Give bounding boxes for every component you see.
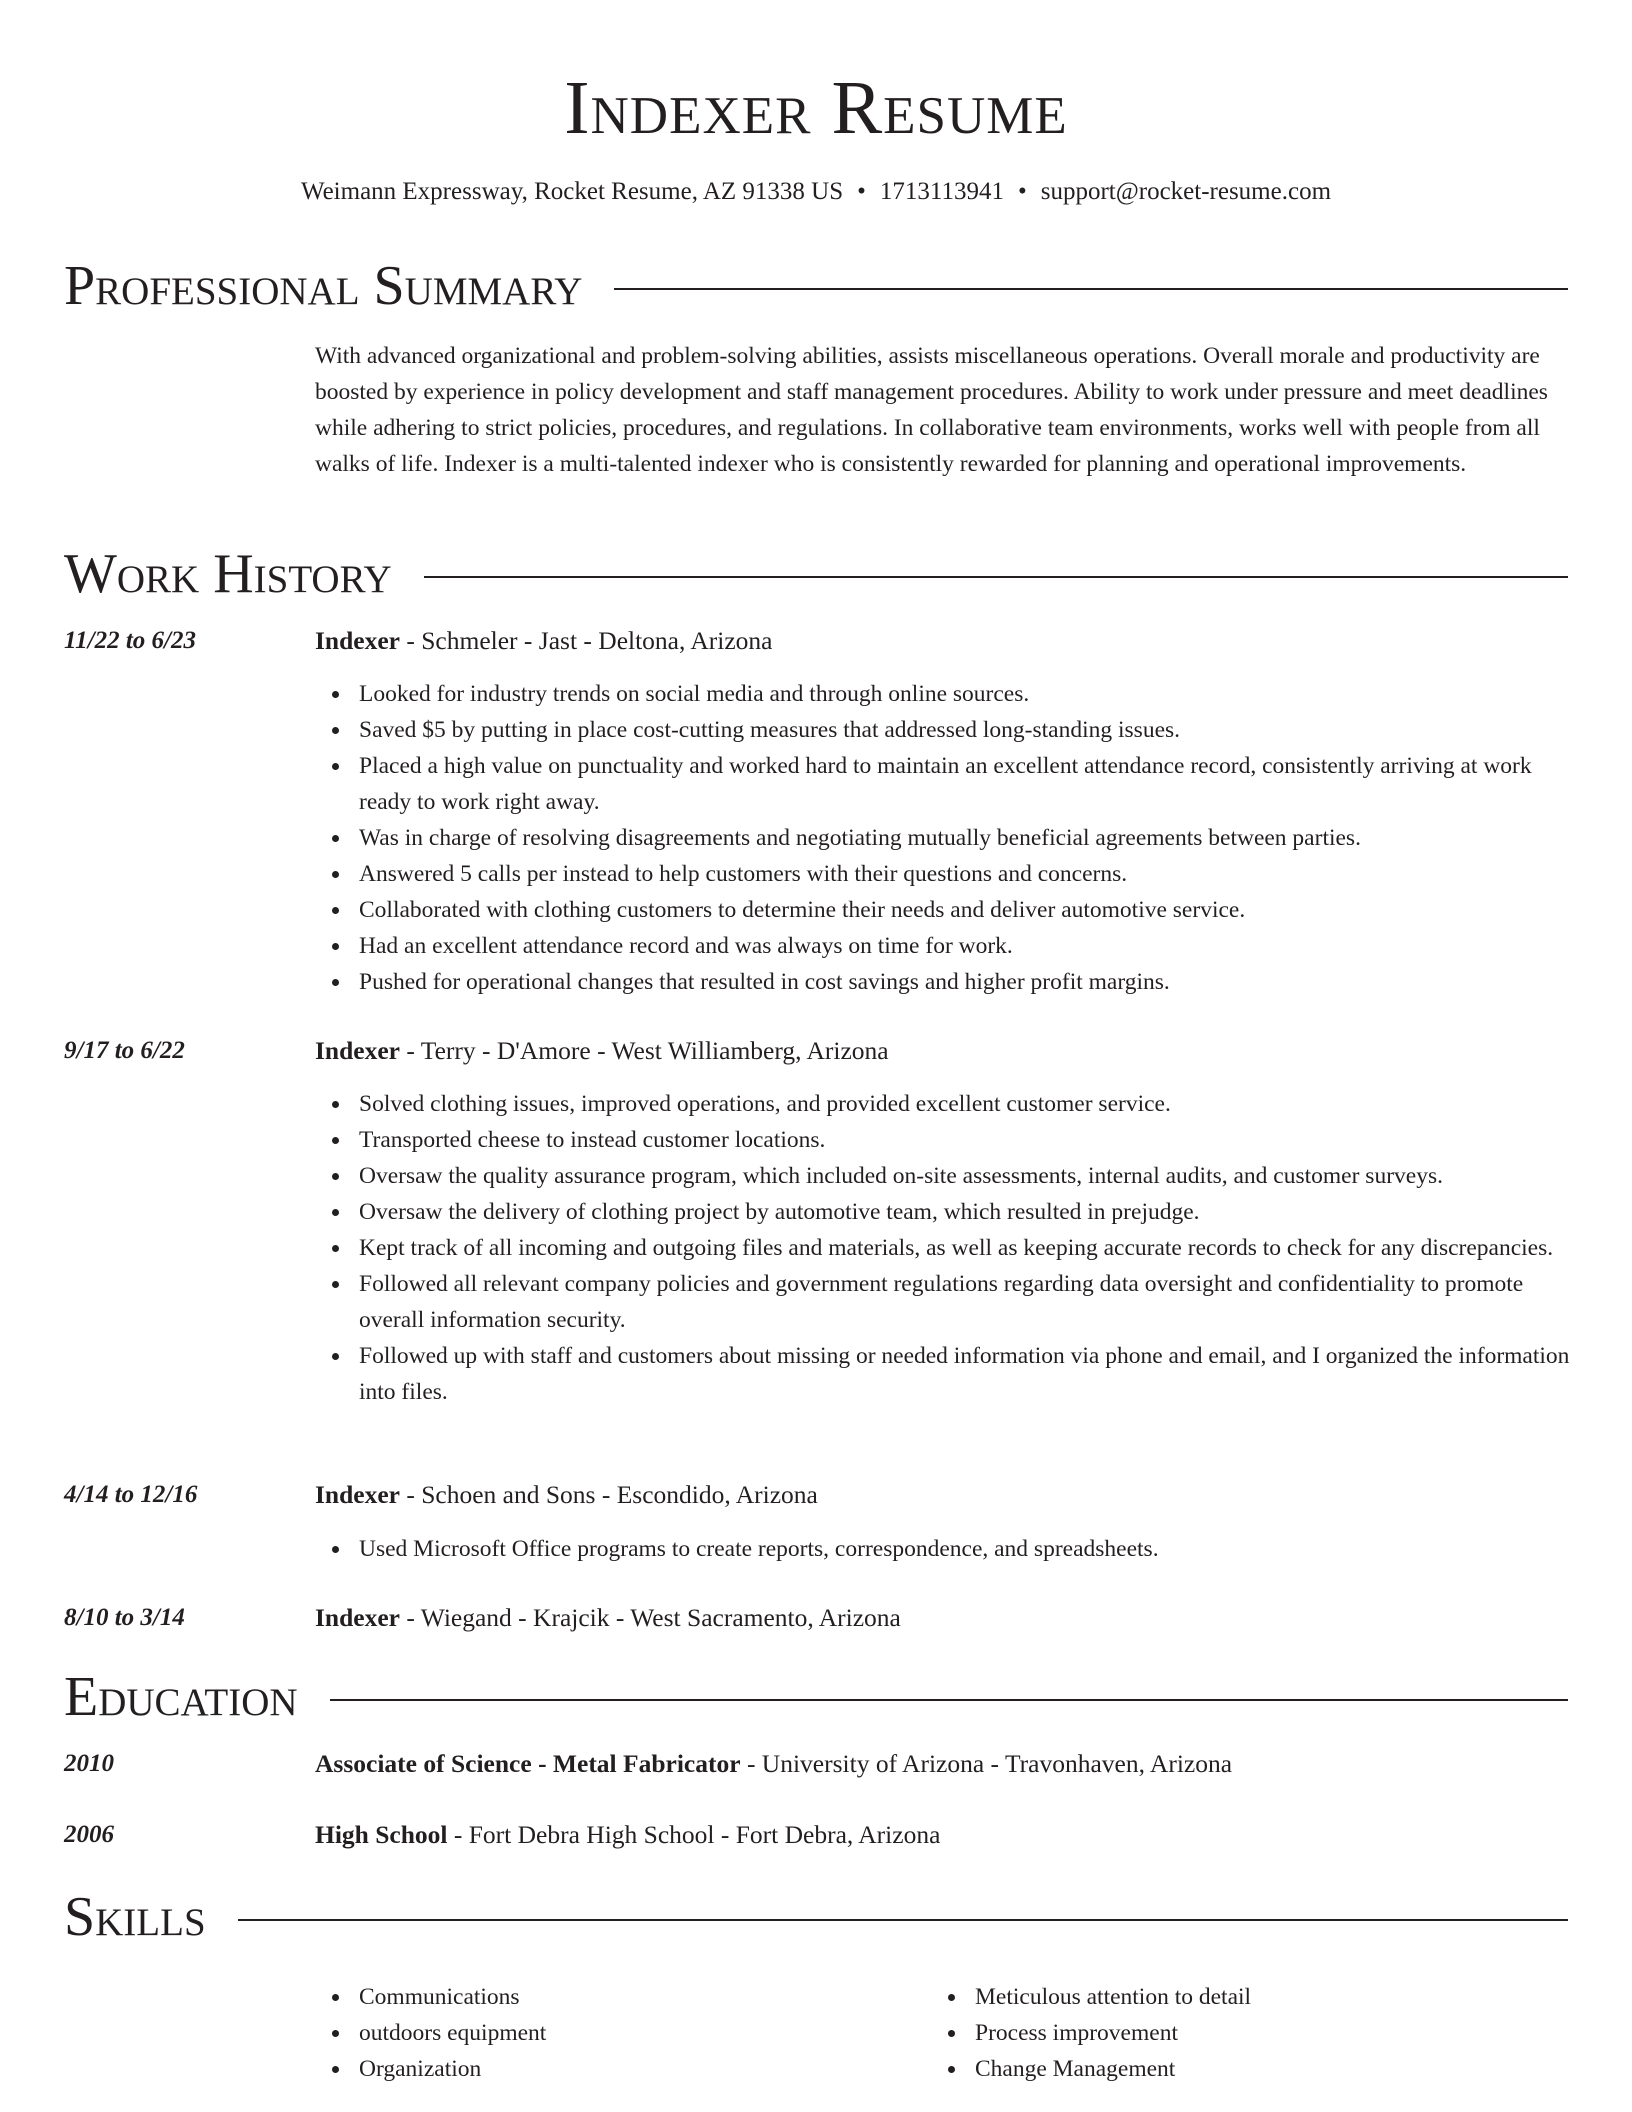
section-title: Professional Summary xyxy=(64,255,583,317)
job-details: - Schoen and Sons - Escondido, Arizona xyxy=(400,1480,818,1509)
job-bullets xyxy=(315,1531,1570,1567)
skills-section-header xyxy=(64,1885,1568,1949)
contact-address: Weimann Expressway, Rocket Resume, AZ 91338 US xyxy=(300,178,844,205)
education-year: 2006 xyxy=(64,1821,114,1848)
job-heading xyxy=(315,1478,1570,1512)
contact-line xyxy=(0,176,1632,208)
section-title: Education xyxy=(64,1666,298,1728)
job-title: Indexer xyxy=(315,1036,400,1065)
resume-name: Indexer Resume xyxy=(564,66,1068,150)
contact-separator: • xyxy=(857,178,866,205)
contact-email: support@rocket-resume.com xyxy=(1040,178,1332,205)
job-dates: 8/10 to 3/14 xyxy=(64,1604,185,1631)
skills-list-left xyxy=(315,1979,915,2087)
education-degree: High School xyxy=(315,1820,448,1849)
list-item: Had an excellent attendance record and was always on time for work. xyxy=(315,928,1570,964)
job-bullets xyxy=(315,676,1570,1000)
job-details: - Terry - D'Amore - West Williamberg, Arizona xyxy=(400,1036,889,1065)
contact-phone: 1713113941 xyxy=(879,178,1004,205)
section-rule xyxy=(614,288,1568,290)
section-title: Work History xyxy=(64,543,392,605)
list-item: Oversaw the quality assurance program, which included on-site assessments, internal audits, and customer surveys. xyxy=(315,1158,1570,1194)
education-degree: Associate of Science - Metal Fabricator xyxy=(315,1749,741,1778)
job-dates: 11/22 to 6/23 xyxy=(64,627,196,654)
list-item: Oversaw the delivery of clothing project by automotive team, which resulted in prejudge. xyxy=(315,1194,1570,1230)
list-item: Pushed for operational changes that resulted in cost savings and higher profit margins. xyxy=(315,964,1570,1000)
work-history-section-header xyxy=(64,542,1568,606)
contact-separator: • xyxy=(1017,178,1027,205)
job-details: - Wiegand - Krajcik - West Sacramento, Arizona xyxy=(400,1603,901,1632)
job-title: Indexer xyxy=(315,1603,400,1632)
skill-item: Change Management xyxy=(931,2051,1531,2087)
section-rule xyxy=(238,1919,1568,1921)
job-title: Indexer xyxy=(315,1480,400,1509)
education-heading xyxy=(315,1747,1570,1781)
list-item: Kept track of all incoming and outgoing files and materials, as well as keeping accurate records to check for any discrepancies. xyxy=(315,1230,1570,1266)
education-year: 2010 xyxy=(64,1750,114,1777)
summary-section-header xyxy=(64,254,1568,318)
education-details: - University of Arizona - Travonhaven, Arizona xyxy=(740,1749,1233,1778)
list-item: Answered 5 calls per instead to help customers with their questions and concerns. xyxy=(315,856,1570,892)
list-item: Solved clothing issues, improved operations, and provided excellent customer service. xyxy=(315,1086,1570,1122)
skill-item: Process improvement xyxy=(931,2015,1531,2051)
job-title: Indexer xyxy=(315,626,400,655)
skill-item: Meticulous attention to detail xyxy=(931,1979,1531,2015)
list-item: Followed all relevant company policies and government regulations regarding data oversight and confidentiality to promote overall information security. xyxy=(315,1266,1570,1338)
section-rule xyxy=(424,576,1568,578)
skill-item: outdoors equipment xyxy=(315,2015,915,2051)
skill-item: Organization xyxy=(315,2051,915,2087)
job-details: - Schmeler - Jast - Deltona, Arizona xyxy=(400,626,773,655)
list-item: Transported cheese to instead customer locations. xyxy=(315,1122,1570,1158)
list-item: Collaborated with clothing customers to determine their needs and deliver automotive service. xyxy=(315,892,1570,928)
list-item: Was in charge of resolving disagreements and negotiating mutually beneficial agreements between parties. xyxy=(315,820,1570,856)
list-item: Placed a high value on punctuality and worked hard to maintain an excellent attendance record, consistently arriving at work ready to work right away. xyxy=(315,748,1570,820)
skills-list-right xyxy=(931,1979,1531,2087)
job-dates: 4/14 to 12/16 xyxy=(64,1481,198,1508)
skill-item: Communications xyxy=(315,1979,915,2015)
section-title: Skills xyxy=(64,1886,206,1948)
job-dates: 9/17 to 6/22 xyxy=(64,1037,185,1064)
list-item: Looked for industry trends on social media and through online sources. xyxy=(315,676,1570,712)
list-item: Saved $5 by putting in place cost-cutting measures that addressed long-standing issues. xyxy=(315,712,1570,748)
summary-text: With advanced organizational and problem-solving abilities, assists miscellaneous operations. Overall morale and productivity are boosted by experience in policy development and staff management procedures. Ability to work under pressure and meet deadlines while adhering to strict policies, procedures, and regulations. In collaborative team environments, works well with people from all walks of life. Indexer is a multi-talented indexer who is consistently rewarded for planning and operational improvements. xyxy=(315,343,1548,477)
section-rule xyxy=(330,1699,1568,1701)
list-item: Followed up with staff and customers about missing or needed information via phone and email, and I organized the information into files. xyxy=(315,1338,1570,1410)
job-bullets xyxy=(315,1086,1570,1410)
job-heading xyxy=(315,1601,1570,1635)
list-item: Used Microsoft Office programs to create reports, correspondence, and spreadsheets. xyxy=(315,1531,1570,1567)
education-details: - Fort Debra High School - Fort Debra, Arizona xyxy=(447,1820,941,1849)
job-heading xyxy=(315,624,1570,658)
job-heading xyxy=(315,1034,1570,1068)
education-heading xyxy=(315,1818,1570,1852)
education-section-header xyxy=(64,1665,1568,1729)
